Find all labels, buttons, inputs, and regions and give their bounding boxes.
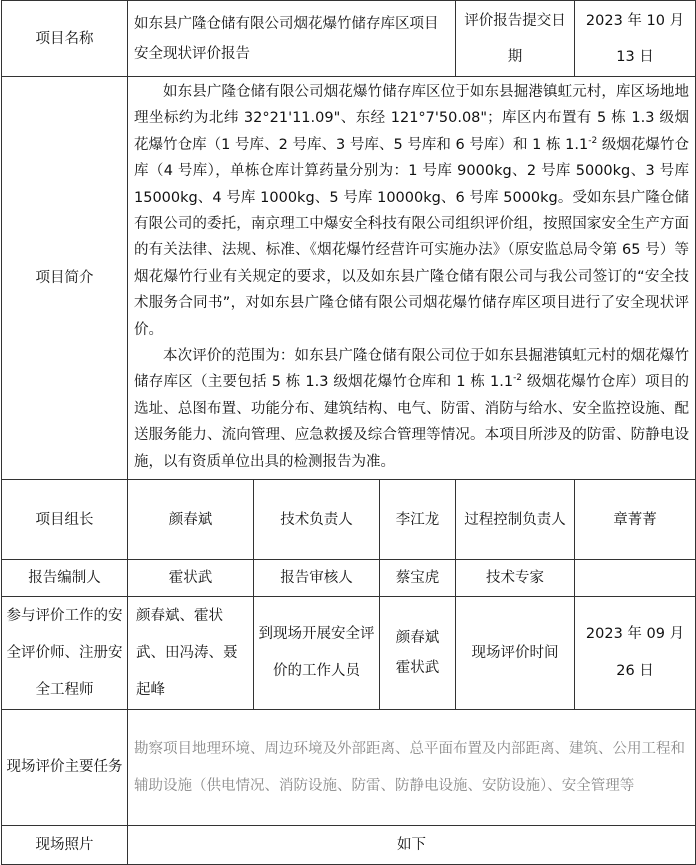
intro-p2-superscript: -2 (513, 373, 523, 384)
site-time-label: 现场评价时间 (456, 597, 575, 710)
intro-p1-text-a: 如东县广隆仓储有限公司烟花爆竹储存库区位于如东县掘港镇虹元村，库区场地地理坐标约为北纬 32°21'11.09"、东经 121°7'50.08"；库区内布置有 5 栋 1.3 级烟花爆竹仓库（1 号库、2 号库、3 号库、5 号库和 6 号库）和 1 栋 1.1 (134, 84, 689, 153)
tasks-value: 勘察项目地理环境、周边环境及外部距离、总平面布置及内部距离、建筑、公用工程和辅助设施（供电情况、消防设施、防雷、防静电设施、安防设施）、安全管理等 (128, 710, 696, 826)
tech-lead-value: 李江龙 (380, 480, 456, 560)
intro-p2-text-a: 本次评价的范围为：如东县广隆仓储有限公司位于如东县掘港镇虹元村的烟花爆竹储存库区（主要包括 5 栋 1.3 级烟花爆竹仓库和 1 栋 1.1 (134, 348, 689, 391)
row-project-name (2, 1, 696, 77)
report-date-value: 2023 年 10 月 13 日 (575, 1, 696, 77)
project-name-value: 如东县广隆仓储有限公司烟花爆竹储存库区项目安全现状评价报告 (128, 1, 456, 77)
leader-label: 项目组长 (2, 480, 128, 560)
site-staff-value (380, 597, 456, 710)
row-tasks (2, 710, 696, 826)
intro-label: 项目简介 (2, 77, 128, 480)
row-intro (2, 77, 696, 480)
assessors-value: 颜春斌、霍状武、田冯涛、聂起峰 (128, 597, 254, 710)
reviewer-label: 报告审核人 (254, 560, 380, 597)
assessors-label: 参与评价工作的安全评价师、注册安全工程师 (2, 597, 128, 710)
intro-p1-text-b: 级烟花爆竹仓库（4 号库），单栋仓库计算药量分别为：1 号库 9000kg、2 号库 5000kg、3 号库 15000kg、4 号库 1000kg、5 号库 10000kg、6 号库 5000kg。受如东县广隆仓储有限公司的委托，南京理工中爆安全科技有限公司组织评价组，按照国家安全生产方面的有关法律、法规、标准、《烟花爆竹经营许可实施办法》（原安监总局令第 65 号）等烟花爆竹行业有关规定的要求，以及如东县广隆仓储有限公司与我公司签订的“安全技术服务合同书”，对如东县广隆仓储有限公司烟花爆竹储存库区项目进行了安全现状评价。 (134, 136, 689, 338)
site-time-value: 2023 年 09 月 26 日 (575, 597, 696, 710)
row-assessors (2, 597, 696, 710)
row-team (2, 480, 696, 560)
project-name-label: 项目名称 (2, 1, 128, 77)
compiler-value: 霍状武 (128, 560, 254, 597)
leader-value: 颜春斌 (128, 480, 254, 560)
tech-lead-label: 技术负责人 (254, 480, 380, 560)
reviewer-value: 蔡宝虎 (380, 560, 456, 597)
process-control-value: 章菁菁 (575, 480, 696, 560)
intro-p2-text-b: 级烟花爆竹仓库）项目的选址、总图布置、功能分布、建筑结构、电气、防雷、消防与给水、安全监控设施、配送服务能力、流向管理、应急救援及综合管理等情况。本项目所涉及的防雷、防静电设施，以有资质单位出具的检测报告为准。 (134, 374, 689, 470)
photos-value: 如下 (128, 826, 696, 865)
site-staff-label: 到现场开展安全评价的工作人员 (254, 597, 380, 710)
row-photos (2, 826, 696, 865)
expert-value (575, 560, 696, 597)
intro-p1-superscript: -2 (588, 135, 598, 146)
intro-paragraph-2 (134, 343, 689, 475)
row-report (2, 560, 696, 597)
intro-content (128, 77, 696, 480)
photos-label: 现场照片 (2, 826, 128, 865)
report-date-label: 评价报告提交日期 (456, 1, 575, 77)
site-staff-name-2: 霍状武 (395, 660, 440, 677)
process-control-label: 过程控制负责人 (456, 480, 575, 560)
tasks-label: 现场评价主要任务 (2, 710, 128, 826)
compiler-label: 报告编制人 (2, 560, 128, 597)
intro-paragraph-1 (134, 79, 689, 343)
evaluation-info-table (1, 0, 696, 865)
expert-label: 技术专家 (456, 560, 575, 597)
site-staff-name-1: 颜春斌 (395, 630, 440, 647)
